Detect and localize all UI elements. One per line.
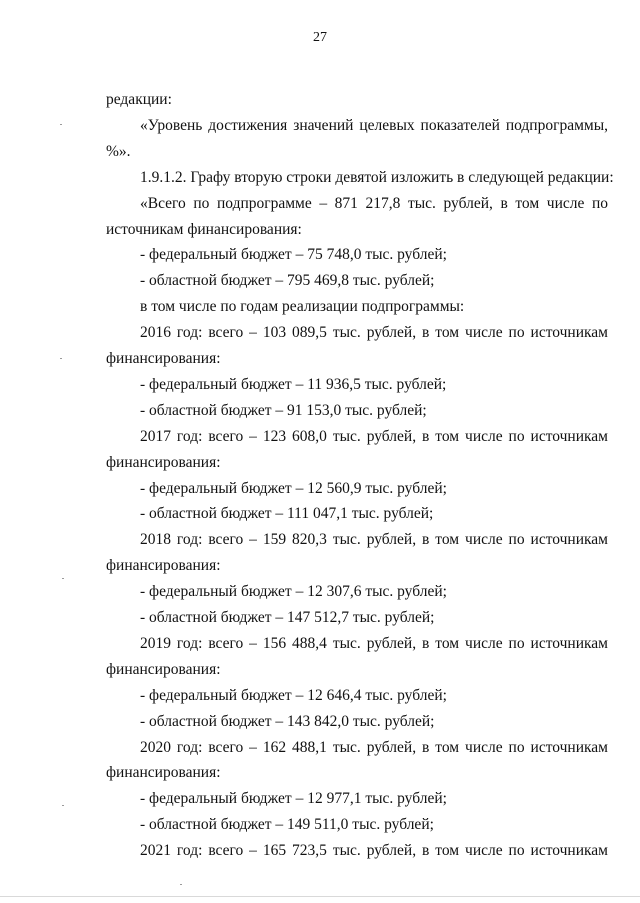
- text-line: 2021 год: всего – 165 723,5 тыс. рублей, в том числе по источникам: [140, 842, 608, 859]
- text-line: в том числе по годам реализации подпрограммы:: [140, 298, 465, 315]
- text-line: - федеральный бюджет – 12 560,9 тыс. рублей;: [140, 480, 447, 497]
- text-line: 2016 год: всего – 103 089,5 тыс. рублей, в том числе по источникам: [140, 324, 608, 341]
- page-number: 27: [313, 30, 327, 45]
- text-line: 2017 год: всего – 123 608,0 тыс. рублей, в том числе по источникам: [140, 428, 608, 445]
- text-line: - областной бюджет – 91 153,0 тыс. рублей;: [140, 402, 427, 419]
- scan-speck: [60, 358, 62, 359]
- text-line: - областной бюджет – 143 842,0 тыс. рублей;: [140, 713, 435, 730]
- text-line: 2020 год: всего – 162 488,1 тыс. рублей, в том числе по источникам: [140, 739, 608, 756]
- text-line: финансирования:: [106, 764, 221, 781]
- text-line: - федеральный бюджет – 11 936,5 тыс. рублей;: [140, 376, 447, 393]
- text-line: редакции:: [106, 91, 172, 108]
- text-line: финансирования:: [106, 557, 221, 574]
- text-line: 1.9.1.2. Графу вторую строки девятой изложить в следующей редакции:: [140, 169, 614, 186]
- text-line: %».: [106, 143, 131, 160]
- scan-speck: [62, 578, 64, 579]
- scan-speck: [60, 124, 62, 125]
- text-line: - федеральный бюджет – 12 977,1 тыс. рублей;: [140, 790, 447, 807]
- scan-speck: [180, 884, 182, 885]
- text-line: источникам финансирования:: [106, 221, 302, 238]
- text-line: финансирования:: [106, 350, 221, 367]
- text-line: финансирования:: [106, 454, 221, 471]
- text-line: 2019 год: всего – 156 488,4 тыс. рублей, в том числе по источникам: [140, 635, 608, 652]
- text-line: - федеральный бюджет – 75 748,0 тыс. рублей;: [140, 246, 447, 263]
- text-line: - областной бюджет – 149 511,0 тыс. рублей;: [140, 816, 434, 833]
- scan-speck: [62, 805, 64, 806]
- scan-edge-line: [0, 896, 640, 897]
- text-line: финансирования:: [106, 661, 221, 678]
- text-line: «Уровень достижения значений целевых показателей подпрограммы,: [140, 117, 608, 134]
- text-line: 2018 год: всего – 159 820,3 тыс. рублей, в том числе по источникам: [140, 531, 608, 548]
- text-line: - федеральный бюджет – 12 646,4 тыс. рублей;: [140, 687, 447, 704]
- text-line: - федеральный бюджет – 12 307,6 тыс. рублей;: [140, 583, 447, 600]
- text-line: - областной бюджет – 111 047,1 тыс. рублей;: [140, 505, 434, 522]
- text-line: «Всего по подпрограмме – 871 217,8 тыс. рублей, в том числе по: [140, 195, 608, 212]
- text-line: - областной бюджет – 147 512,7 тыс. рублей;: [140, 609, 435, 626]
- text-line: - областной бюджет – 795 469,8 тыс. рублей;: [140, 272, 435, 289]
